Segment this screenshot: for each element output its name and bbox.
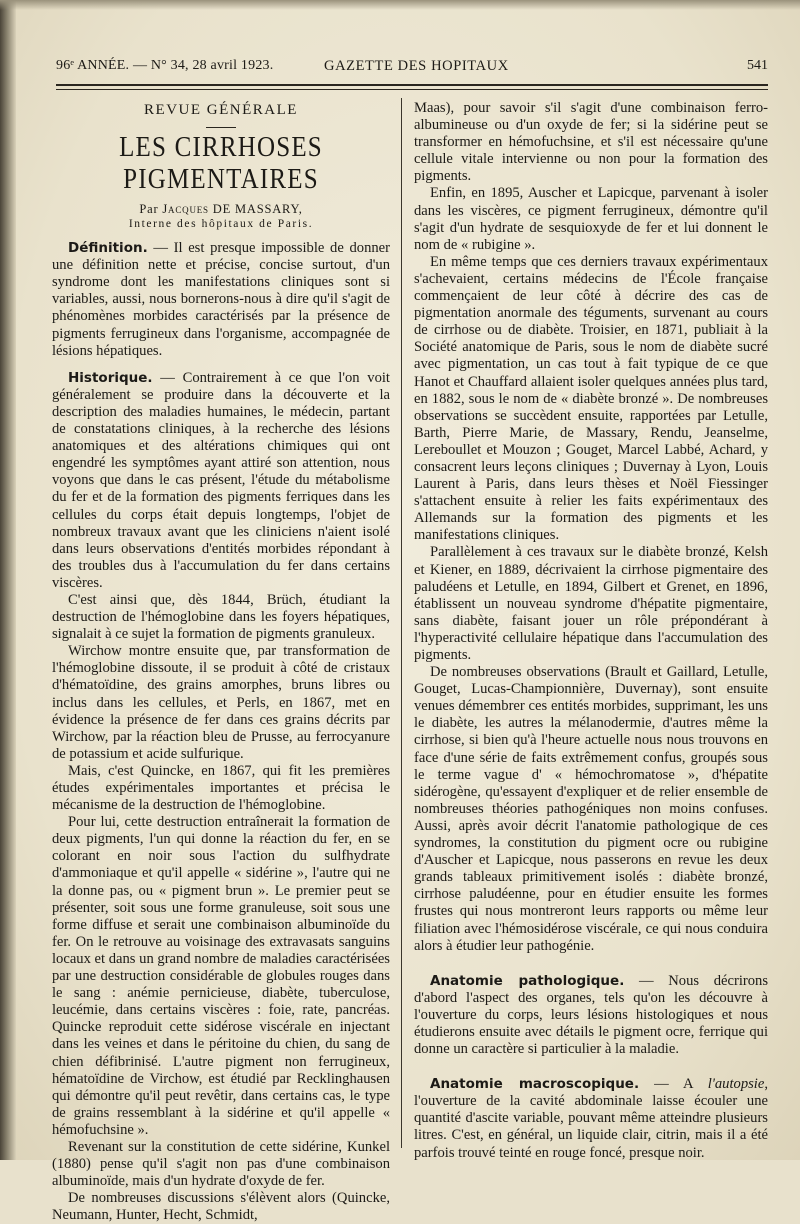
header-rule-thin [56,89,768,90]
kicker-rule [206,127,236,128]
macro-text-start: — A [639,1076,708,1093]
paragraph: De nombreuses discussions s'élèvent alors (Quincke, Neumann, Hunter, Hecht, Schmidt, [52,1190,390,1224]
paragraph: Wirchow montre ensuite que, par transformation de l'hémoglobine dissoute, il se produit à côté de cristaux d'hématoïdine, des grains amorphes, bruns libres ou inclus dans les cellules, et Perls, en 1867, met en évidence la présence de fer dans ces grains décrits par Wirchow, par la réaction bleu de Prusse, au ferrocyanure de potassium et acide sulfurique. [52,643,390,762]
macro-text-end: , l'ouverture de la cavité abdominale laisse écouler une quantité d'ascite variable, pouvant même atteindre plusieurs litres. C'est, en général, un liquide clair, citrin, mais il a été parfois trouvé teinté en rouge foncé, presque noir. [414,1076,768,1161]
definition-text: — Il est presque impossible de donner une définition nette et précise, concise surtout, d'un syndrome dont les manifestations cliniques sont si variables, aussi, nous bornerons-nous à dire qu'il s'agit de phénomènes morbides caractérisés par la présence de pigments ferrugineux dans l'organisme, accompagnée de lésions hépatiques. [52,240,390,359]
definition-paragraph [52,240,390,360]
paragraph: Parallèlement à ces travaux sur le diabète bronzé, Kelsh et Kiener, en 1889, décrivaient la cirrhose pigmentaire des paludéens et Letulle, en 1894, Gilbert et Grenet, en 1896, établissent un nouveau syndrome d'hépatite pigmentaire, sans diabète, faisant jouer un rôle prépondérant à l'hyperactivité cellulaire hépatique dans l'accumulation des pigments. [414,544,768,663]
header-rule-thick [56,84,768,86]
author-name: Jacques DE MASSARY, [162,202,303,217]
anatomie-heading: Anatomie pathologique. [430,972,625,989]
anatomie-text: — Nous décrirons d'abord l'aspect des organes, tels qu'on les découvre à l'ouverture du corps, leurs lésions histologiques et nous étudierons ensuite avec détails le pigment ocre, ferrique qui donne un caractère si particulier à la maladie. [414,972,769,1058]
paragraph: Maas), pour savoir s'il s'agit d'une combinaison ferro-albumineuse ou d'un oxyde de fer; si la sidérine peut se transformer en hémofuchsine, et s'il est nécessaire qu'une cellule vitale intervienne ou non pour la formation des pigments. [414,100,768,185]
definition-heading: Définition. [68,240,148,257]
article-title: LES CIRRHOSES PIGMENTAIRES [119,131,323,196]
macro-italic-term: l'autopsie [707,1076,765,1093]
left-column [52,100,390,1224]
macro-heading: Anatomie macroscopique. [430,1076,640,1093]
historique-heading: Historique. [68,369,153,386]
byline [52,202,390,217]
paragraph: Revenant sur la constitution de cette sidérine, Kunkel (1880) pense qu'il s'agit non pas d'une combinaison albuminoïde, mais d'un hydrate d'oxyde de fer. [52,1138,390,1190]
issue-info: 96ᵉ ANNÉE. — N° 34, 28 avril 1923. [56,58,274,73]
page-top-edge [0,0,800,10]
paragraph: Mais, c'est Quincke, en 1867, qui fit les premières études expérimentales importantes et précisa le mécanisme de la destruction de l'hémoglobine. [52,762,390,814]
paragraph: Pour lui, cette destruction entraînerait la formation de deux pigments, l'un qui donne la réaction du fer, en se colorant en noir sous l'action du sulfhydrate d'ammoniaque et qu'il appelle « sidérine », l'autre qui ne la donne pas, ou « pigment brun ». Le premier peut se présenter, soit sous une forme granuleuse, soit sous une forme diffuse et serait une combinaison albuminoïde du fer. On le retrouve au voisinage des extravasats sanguins locaux et dans un grand nombre de maladies caractérisées par une destruction considérable de globules rouges dans le sang : anémie pernicieuse, diabète, tuberculose, leucémie, dans certains viscères : foie, rate, pancréas. Quincke reproduit cette sidérose viscérale en injectant dans les veines et dans le péritoine du chien, du sang de chien défibrinisé. L'autre pigment non ferrugineux, hématoïdine de Virchow, est étudié par Recklinghausen qui démontre qu'il peut revêtir, dans certains cas, le type de grains ressemblant à la sidérine et qu'il appelle « hémofuchsine ». [52,814,390,1138]
macro-paragraph [414,1076,768,1161]
paragraph: Enfin, en 1895, Auscher et Lapicque, parvenant à isoler dans les viscères, ce pigment ferrugineux, démontre qu'il s'agit d'un hydrate de sesquioxyde de fer et lui donnent le nom de « rubigine ». [414,185,768,253]
author-affiliation: Interne des hôpitaux de Paris. [128,218,314,231]
historique-paragraph [52,370,390,592]
paragraph: C'est ainsi que, dès 1844, Brüch, étudiant la destruction de l'hémoglobine dans les foyers hépatiques, signalait à ce sujet la formation de pigments granuleux. [52,591,390,643]
page-number: 541 [747,58,768,73]
paragraph: En même temps que ces derniers travaux expérimentaux s'achevaient, certains médecins de l'École française commençaient de leur côté à décrire des cas de pigmentation anormale des téguments, survenant au cours de cirrhose ou de diabète. Troisier, en 1871, publiait à la Société anatomique de Paris, sous le nom de diabète sucré avec pigmentation, un cas tout à fait typique de ce que Hanot et Chauffard allaient isoler quelques années plus tard, en 1882, sous le nom de « diabète bronzé ». De nombreuses observations se succèdent ensuite, rapportées par Letulle, Barth, Pierre Marie, de Massary, Rendu, Jeanselme, Lereboullet et Mouzon ; Gouget, Marcel Labbé, Achard, y consacrent leurs leçons cliniques ; Duvernay à Lyon, Louis Laurent à Paris, dans leurs thèses et Noël Fiessinger s'attachent ensuite à relier les faits expérimentaux des Allemands sur la formation des pigments et les manifestations cliniques. [414,253,768,544]
page-binding-edge [0,0,16,1160]
running-header [56,58,768,78]
anatomie-paragraph [414,973,768,1058]
paragraph: De nombreuses observations (Brault et Gaillard, Letulle, Gouget, Lucas-Championnière, Duvernay), sont ensuite venues démembrer ces entités morbides, supprimant, les uns le diabète, les autres la mélanodermie, d'autres même la cirrhose, si bien qu'à l'heure actuelle nous nous trouvons en face d'une série de faits extrêmement confus, groupés sous le terme vague d' « hémochromatose », d'hépatite sidérogène, qu'essayent d'expliquer et de relier ensemble de nombreuses théories pathogéniques non moins confuses. Aussi, après avoir décrit l'anatomie pathologique de ces syndromes, la constitution du pigment ocre ou rubigine d'Auscher et Lapicque, nous passerons en revue les deux grands tableaux primitivement isolés : diabète bronzé, cirrhose paludéenne, pour en étudier ensuite les formes frustes qui nous montreront leurs rapports ou même leur filiation avec l'hémosidérose viscérale, ce qui nous conduira alors à étudier leur pathogénie. [414,664,768,954]
column-divider [401,98,402,1148]
right-column [414,100,768,1162]
historique-text: — Contrairement à ce que l'on voit généralement se produire dans la découverte et la description des maladies humaines, le médecin, partant de constatations cliniques, à la recherche des lésions anatomiques et des altérations chimiques qui ont engendré les symptômes ayant attiré son attention, nous voyons que dans le cas présent, l'étude du métabolisme du fer et de la formation des pigments ferriques dans les cellules du corps était depuis longtemps, l'objet de nombreux travaux avant que les cliniciens n'aient isolé dans leurs observations d'entités morbides répondant à des troubles dus à l'accumulation du fer dans certains viscères. [52,369,390,591]
section-kicker: REVUE GÉNÉRALE [144,102,298,118]
byline-prefix: Par [139,202,159,217]
publication-title: GAZETTE DES HOPITAUX [324,58,509,74]
